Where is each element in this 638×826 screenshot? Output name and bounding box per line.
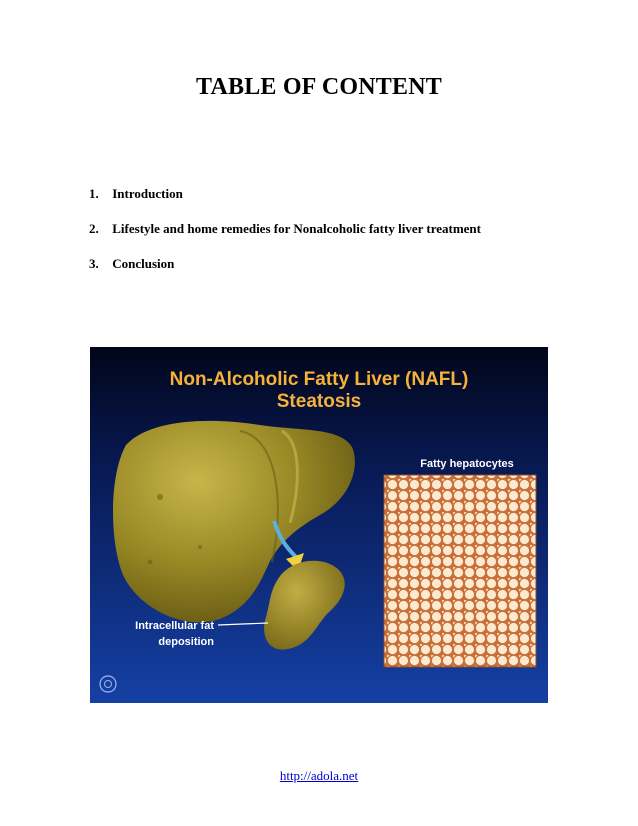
figure-title-line2: Steatosis [276,391,362,412]
toc-item-number: 2. [89,221,99,236]
fat-deposition-label-line1: Intracellular fat [135,620,214,632]
toc-item-number: 3. [89,256,99,271]
liver-spot [148,560,153,565]
nafl-illustration [90,347,548,703]
page-title: TABLE OF CONTENT [196,74,442,100]
fat-deposition-label-line2: deposition [158,636,214,648]
toc-item-label: Lifestyle and home remedies for Nonalcoholic fatty liver treatment [112,221,481,236]
liver-spot [198,545,202,549]
footer [0,768,638,784]
fatty-hepatocytes-micrograph [384,475,536,667]
toc-item-introduction [89,185,481,220]
table-of-contents [89,185,481,290]
liver-spot [157,494,163,500]
toc-item-lifestyle [89,220,481,255]
micro-label: Fatty hepatocytes [420,458,514,470]
website-link[interactable]: http://adola.net [279,768,359,783]
figure-title-line1: Non-Alcoholic Fatty Liver (NAFL) [169,369,469,390]
toc-item-label: Introduction [112,186,183,201]
toc-item-label: Conclusion [112,256,175,271]
toc-item-conclusion [89,255,481,290]
toc-item-number: 1. [89,186,99,201]
